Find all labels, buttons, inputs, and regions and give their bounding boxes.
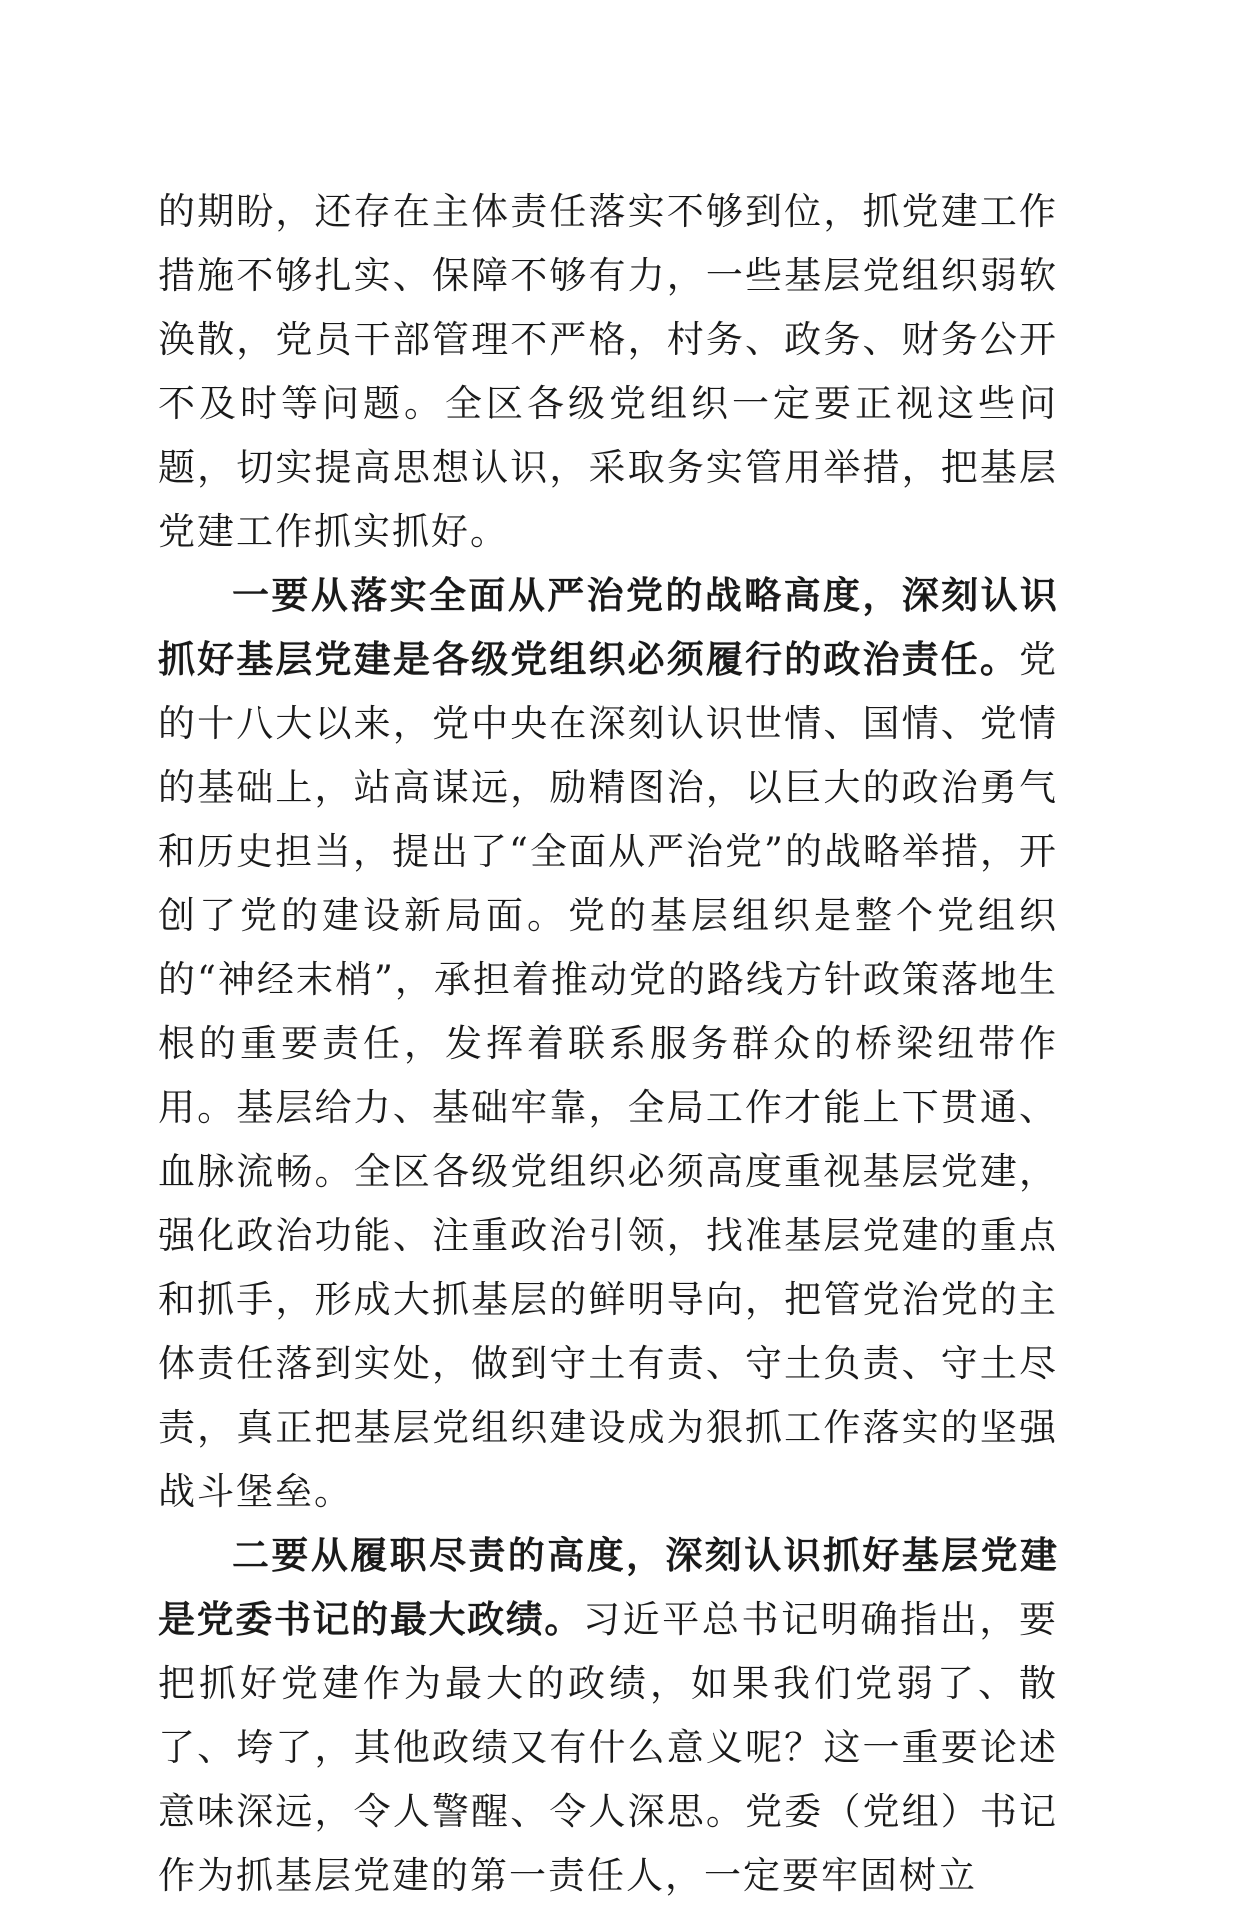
paragraph-point-one	[158, 564, 1058, 1524]
document-body	[158, 180, 1058, 1908]
paragraph-continuation	[158, 180, 1058, 564]
paragraph-text: 的期盼，还存在主体责任落实不够到位，抓党建工作措施不够扎实、保障不够有力，一些基层党组织弱软涣散，党员干部管理不严格，村务、政务、财务公开不及时等问题。全区各级党组织一定要正视这些问题，切实提高思想认识，采取务实管用举措，把基层党建工作抓实抓好。	[158, 190, 1058, 553]
paragraph-bold-heading: 二要从履职尽责的高度，深刻认识抓好基层党建是党委书记的最大政绩。	[158, 1534, 1058, 1641]
paragraph-text: 习近平总书记明确指出，要把抓好党建作为最大的政绩，如果我们党弱了、散了、垮了，其他政绩又有什么意义呢？这一重要论述意味深远，令人警醒、令人深思。党委（党组）书记作为抓基层党建的第一责任人，一定要牢固树立	[158, 1598, 1058, 1897]
paragraph-bold-heading: 一要从落实全面从严治党的战略高度，深刻认识抓好基层党建是各级党组织必须履行的政治责任。	[158, 574, 1058, 681]
paragraph-point-two	[158, 1524, 1058, 1908]
paragraph-text: 党的十八大以来，党中央在深刻认识世情、国情、党情的基础上，站高谋远，励精图治，以巨大的政治勇气和历史担当，提出了“全面从严治党”的战略举措，开创了党的建设新局面。党的基层组织是整个党组织的“神经末梢”，承担着推动党的路线方针政策落地生根的重要责任，发挥着联系服务群众的桥梁纽带作用。基层给力、基础牢靠，全局工作才能上下贯通、血脉流畅。全区各级党组织必须高度重视基层党建，强化政治功能、注重政治引领，找准基层党建的重点和抓手，形成大抓基层的鲜明导向，把管党治党的主体责任落到实处，做到守土有责、守土负责、守土尽责，真正把基层党组织建设成为狠抓工作落实的坚强战斗堡垒。	[158, 638, 1058, 1513]
